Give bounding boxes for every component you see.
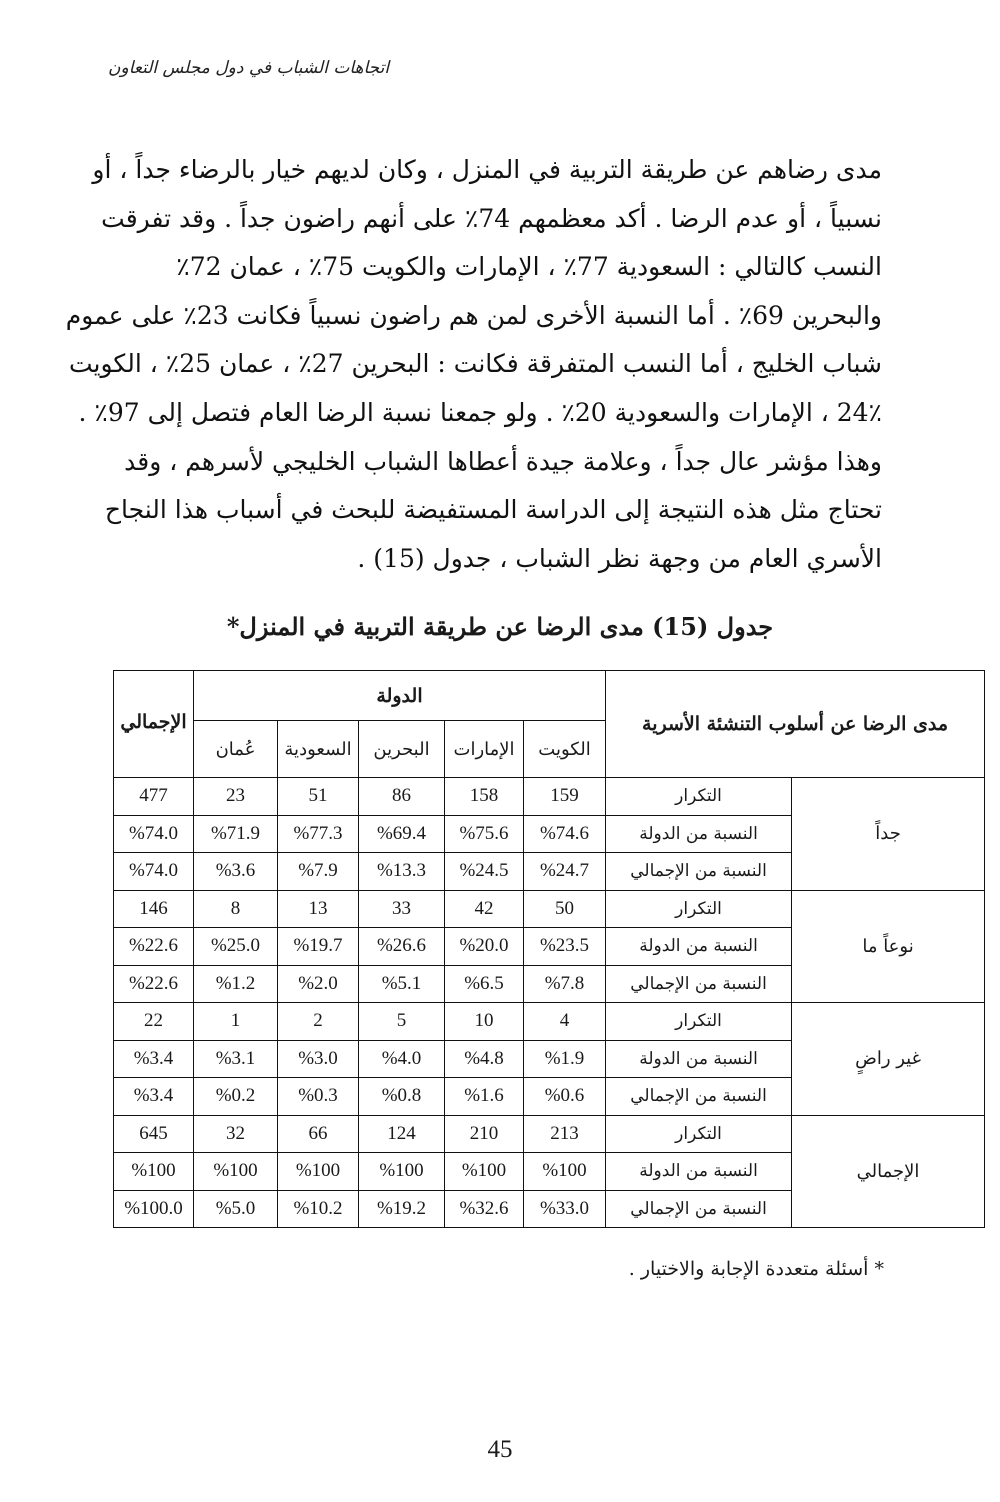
value-cell: 66 [278, 1115, 359, 1153]
metric-label: التكرار [606, 1115, 792, 1153]
country-header: البحرين [359, 721, 445, 778]
metric-label: التكرار [606, 890, 792, 928]
value-cell: %7.8 [524, 965, 606, 1003]
paragraph-line: شباب الخليج ، أما النسب المتفرقة فكانت : البحرين 27٪ ، عمان 25٪ ، الكويت [69, 349, 882, 379]
value-cell: %1.2 [194, 965, 278, 1003]
paragraph-line: مدى رضاهم عن طريقة التربية في المنزل ، وكان لديهم خيار بالرضاء جداً ، أو [92, 155, 882, 184]
value-cell: %0.8 [359, 1078, 445, 1116]
metric-label: التكرار [606, 1003, 792, 1041]
metric-label: النسبة من الدولة [606, 1040, 792, 1078]
paragraph-line: النسب كالتالي : السعودية 77٪ ، الإمارات والكويت 75٪ ، عمان 72٪ [176, 252, 882, 282]
total-cell: %100 [114, 1153, 194, 1191]
footnote: * أسئلة متعددة الإجابة والاختيار . [628, 1258, 884, 1280]
value-cell: 124 [359, 1115, 445, 1153]
value-cell: %3.1 [194, 1040, 278, 1078]
value-cell: %6.5 [445, 965, 524, 1003]
category-label: نوعاً ما [792, 890, 985, 1003]
total-cell: %22.6 [114, 965, 194, 1003]
value-cell: %100 [194, 1153, 278, 1191]
value-cell: %5.1 [359, 965, 445, 1003]
body-paragraph [65, 146, 882, 583]
paragraph-line: الأسري العام من وجهة نظر الشباب ، جدول (15) . [357, 543, 882, 573]
table-body [114, 778, 985, 1228]
value-cell: %2.0 [278, 965, 359, 1003]
table-row [114, 1003, 985, 1041]
country-header: السعودية [278, 721, 359, 778]
value-cell: 13 [278, 890, 359, 928]
total-cell: %100.0 [114, 1190, 194, 1228]
metric-label: النسبة من الإجمالي [606, 853, 792, 891]
metric-label: النسبة من الإجمالي [606, 965, 792, 1003]
value-cell: %20.0 [445, 928, 524, 966]
value-cell: %23.5 [524, 928, 606, 966]
total-header: الإجمالي [114, 671, 194, 778]
value-cell: 10 [445, 1003, 524, 1041]
value-cell: %32.6 [445, 1190, 524, 1228]
paragraph-line: والبحرين 69٪ . أما النسبة الأخرى لمن هم راضون نسبياً فكانت 23٪ على عموم [65, 300, 882, 330]
category-label: الإجمالي [792, 1115, 985, 1228]
paragraph-line: 24٪ ، الإمارات والسعودية 20٪ . ولو جمعنا نسبة الرضا العام فتصل إلى 97٪ . [78, 397, 882, 427]
value-cell: %13.3 [359, 853, 445, 891]
value-cell: %1.9 [524, 1040, 606, 1078]
value-cell: %75.6 [445, 815, 524, 853]
category-label: جداً [792, 778, 985, 891]
value-cell: %19.2 [359, 1190, 445, 1228]
page-number: 45 [487, 1436, 513, 1463]
value-cell: 86 [359, 778, 445, 816]
total-cell: 146 [114, 890, 194, 928]
value-cell: %100 [524, 1153, 606, 1191]
satisfaction-table [113, 670, 985, 1228]
country-group-header: الدولة [194, 671, 606, 721]
total-cell: %22.6 [114, 928, 194, 966]
value-cell: %10.2 [278, 1190, 359, 1228]
value-cell: %7.9 [278, 853, 359, 891]
paragraph-line: تحتاج مثل هذه النتيجة إلى الدراسة المستفيضة للبحث في أسباب هذا النجاح [104, 495, 882, 525]
value-cell: %26.6 [359, 928, 445, 966]
value-cell: %1.6 [445, 1078, 524, 1116]
metric-label: النسبة من الدولة [606, 928, 792, 966]
value-cell: %4.8 [445, 1040, 524, 1078]
value-cell: 210 [445, 1115, 524, 1153]
total-cell: 477 [114, 778, 194, 816]
value-cell: 1 [194, 1003, 278, 1041]
value-cell: %3.0 [278, 1040, 359, 1078]
total-cell: 645 [114, 1115, 194, 1153]
value-cell: %0.2 [194, 1078, 278, 1116]
metric-label: التكرار [606, 778, 792, 816]
running-title: اتجاهات الشباب في دول مجلس التعاون [108, 58, 390, 78]
total-cell: 22 [114, 1003, 194, 1041]
value-cell: 159 [524, 778, 606, 816]
total-cell: %3.4 [114, 1078, 194, 1116]
value-cell: %3.6 [194, 853, 278, 891]
value-cell: %24.5 [445, 853, 524, 891]
table-row [114, 778, 985, 816]
value-cell: %0.3 [278, 1078, 359, 1116]
value-cell: 33 [359, 890, 445, 928]
value-cell: %100 [445, 1153, 524, 1191]
value-cell: %74.6 [524, 815, 606, 853]
value-cell: 8 [194, 890, 278, 928]
value-cell: 51 [278, 778, 359, 816]
total-cell: %74.0 [114, 853, 194, 891]
value-cell: 2 [278, 1003, 359, 1041]
table-row [114, 890, 985, 928]
value-cell: %5.0 [194, 1190, 278, 1228]
metric-label: النسبة من الدولة [606, 1153, 792, 1191]
table-title: جدول (15) مدى الرضا عن طريقة التربية في المنزل* [226, 612, 774, 641]
metric-label: النسبة من الإجمالي [606, 1078, 792, 1116]
value-cell: 158 [445, 778, 524, 816]
total-cell: %3.4 [114, 1040, 194, 1078]
value-cell: %24.7 [524, 853, 606, 891]
value-cell: 50 [524, 890, 606, 928]
value-cell: 32 [194, 1115, 278, 1153]
metric-label: النسبة من الإجمالي [606, 1190, 792, 1228]
country-header: الإمارات [445, 721, 524, 778]
country-header: عُمان [194, 721, 278, 778]
paragraph-line: نسبياً ، أو عدم الرضا . أكد معظمهم 74٪ على أنهم راضون جداً . وقد تفرقت [101, 203, 882, 233]
value-cell: %0.6 [524, 1078, 606, 1116]
value-cell: 213 [524, 1115, 606, 1153]
value-cell: %33.0 [524, 1190, 606, 1228]
table-row [114, 1115, 985, 1153]
value-cell: %71.9 [194, 815, 278, 853]
total-cell: %74.0 [114, 815, 194, 853]
satisfaction-header: مدى الرضا عن أسلوب التنشئة الأسرية [606, 671, 985, 778]
value-cell: %77.3 [278, 815, 359, 853]
value-cell: %100 [278, 1153, 359, 1191]
value-cell: %100 [359, 1153, 445, 1191]
category-label: غير راضٍ [792, 1003, 985, 1116]
value-cell: %69.4 [359, 815, 445, 853]
value-cell: %19.7 [278, 928, 359, 966]
metric-label: النسبة من الدولة [606, 815, 792, 853]
value-cell: %25.0 [194, 928, 278, 966]
value-cell: 4 [524, 1003, 606, 1041]
value-cell: 23 [194, 778, 278, 816]
country-header: الكويت [524, 721, 606, 778]
value-cell: %4.0 [359, 1040, 445, 1078]
paragraph-line: وهذا مؤشر عال جداً ، وعلامة جيدة أعطاها الشباب الخليجي لأسرهم ، وقد [124, 446, 882, 476]
value-cell: 5 [359, 1003, 445, 1041]
value-cell: 42 [445, 890, 524, 928]
